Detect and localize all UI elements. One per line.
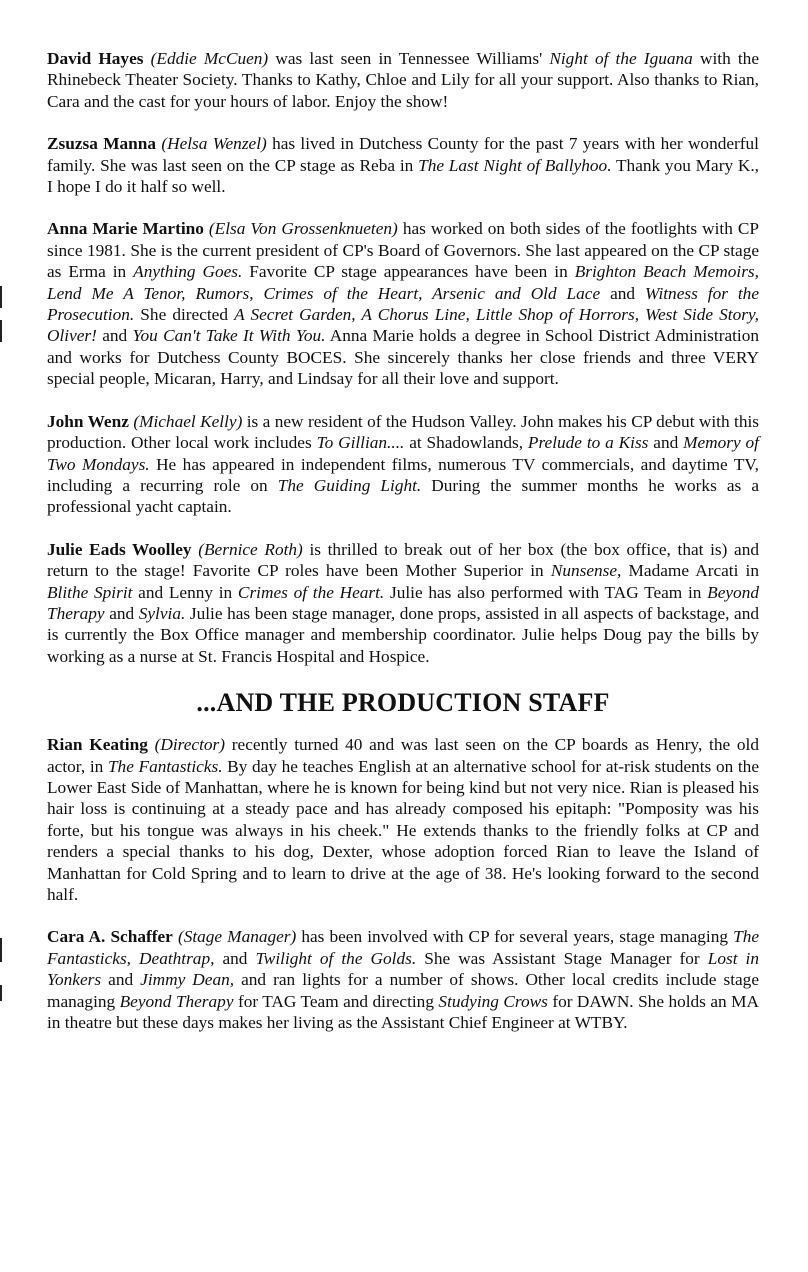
show-title: Jimmy Dean, [140,970,235,990]
bio-text: and [600,283,646,303]
performer-name: John Wenz [47,411,129,431]
show-title: You Can't Take It With You. [132,326,326,346]
show-title: Nunsense, [550,561,622,581]
bio-julie-eads-woolley [47,539,759,667]
bio-text: and [104,603,139,623]
show-title: The Fantasticks, Deathtrap, [47,927,759,968]
bio-text: recently turned 40 and was last seen on the CP boards as Henry, the old actor, in [47,735,759,776]
show-title: Witness for the Prosecution. [47,283,759,325]
performer-name: Rian Keating [47,735,148,755]
role-name: (Bernice Roth) [198,539,303,559]
show-title: Anything Goes. [133,262,243,282]
bio-text: has worked on both sides of the footlights with CP since 1981. She is the current president of CP's Board of Governors. She last appeared on the CP stage as Erma in [47,219,759,282]
show-title: Memory of Two Mondays. [47,433,759,474]
show-title: Sylvia. [138,603,186,623]
show-title: The Fantasticks. [107,756,223,776]
margin-mark [0,320,2,342]
bio-text: has been involved with CP for several years, stage managing [296,927,734,947]
show-title: Crimes of the Heart. [237,582,385,602]
role-name: (Elsa Von Grossenknueten) [208,219,398,239]
margin-mark [0,938,2,962]
bio-text: Favorite CP stage appearances have been in [242,262,575,282]
staff-bios [47,734,759,1033]
bio-text: and [96,326,133,346]
show-title: Studying Crows [438,991,548,1011]
show-title: A Secret Garden, A Chorus Line, Little Shop of Horrors, West Side Story, Oliver! [47,305,759,346]
bio-text: and ran lights for a number of shows. Other local credits include stage managing [47,970,759,1011]
bio-text: Julie has also performed with TAG Team in [384,582,708,602]
show-title: Beyond Therapy [47,582,759,623]
bio-text: is thrilled to break out of her box (the box office, that is) and return to the stage! Favorite CP roles have been Mother Superior in [47,539,759,581]
role-name: (Eddie McCuen) [150,49,269,68]
bio-text [148,735,155,754]
role-name: (Stage Manager) [177,927,297,947]
role-name: (Michael Kelly) [133,411,243,431]
bio-text: Anna Marie holds a degree in School District Administration and works for Dutchess County BOCES. She sincerely thanks her close friends and three VERY special people, Micaran, Harry, and Lindsay for all their love and support. [47,326,760,389]
bio-text: at Shadowlands, [404,433,528,453]
show-title: Night of the Iguana [549,49,693,68]
bio-text: was last seen in Tennessee Williams' [268,49,550,68]
bio-anna-marie-martino [47,218,759,389]
bio-text [143,49,150,68]
performer-name: Zsuzsa Manna [47,134,157,154]
bio-text: Madame Arcati in [621,561,759,581]
show-title: To Gillian.... [316,433,405,453]
section-heading: ...AND THE PRODUCTION STAFF [196,688,610,718]
bio-david-hayes [47,48,759,112]
cast-bios [47,48,759,667]
show-title: Brighton Beach Memoirs, Lend Me A Tenor, Rumors, Crimes of the Heart, Arsenic and Old Lace [47,262,759,303]
bio-text: He has appeared in independent films, numerous TV commercials, and daytime TV, including a recurring role on [47,454,759,495]
bio-text: with the Rhinebeck Theater Society. Thanks to Kathy, Chloe and Lily for all your support. Also thanks to Rian, Cara and the cast for your hours of labor. Enjoy the show! [47,49,759,111]
show-title: Twilight of the Golds. [255,948,417,968]
bio-text: and [214,948,256,968]
performer-name: Julie Eads Woolley [47,539,192,559]
show-title: Prelude to a Kiss [527,433,649,453]
bio-text: and [101,970,141,990]
show-title: The Guiding Light. [277,475,422,495]
bio-text: Julie has been stage manager, done props, assisted in all aspects of backstage, and is currently the Box Office manager and membership coordinator. Julie helps Doug pay the bills by working as a nurse at St. Francis Hospital and Hospice. [47,603,759,666]
bio-cara-schaffer [47,926,759,1033]
margin-mark [0,985,2,1001]
performer-name: Cara A. Schaffer [47,927,173,947]
bio-text: for DAWN. She holds an MA in theatre but these days makes her living as the Assistant Chief Engineer at WTBY. [47,991,759,1033]
show-title: Lost in Yonkers [47,948,759,990]
show-title: Blithe Spirit [47,582,133,602]
bio-text: She was Assistant Stage Manager for [416,948,708,968]
role-name: (Helsa Wenzel) [161,134,267,154]
show-title: The Last Night of Ballyhoo. [418,155,612,175]
performer-name: David Hayes [47,49,144,68]
bio-zsuzsa-manna [47,133,759,197]
show-title: Beyond Therapy [119,991,234,1011]
bio-text: She directed [134,305,235,325]
bio-text: has lived in Dutchess County for the past 7 years with her wonderful family. She was last seen on the CP stage as Reba in [47,134,759,175]
bio-text: and Lenny in [132,582,238,602]
bio-text: During the summer months he works as a professional yacht captain. [47,475,759,517]
bio-text: for TAG Team and directing [233,991,439,1011]
performer-name: Anna Marie Martino [47,219,204,239]
bio-text: and [648,433,684,453]
bio-text: is a new resident of the Hudson Valley. John makes his CP debut with this production. Other local work includes [47,411,760,453]
bio-text: By day he teaches English at an alternative school for at-risk students on the Lower East Side of Manhattan, where he is known for being kind but not very nice. Rian is pleased his hair loss is continuing at a steady pace and has already composed his epitaph: "Pomposity was his forte, but his tongue was always in his cheek." He extends thanks to the friendly folks at CP and renders a special thanks to his dog, Dexter, whose adoption forced Rian to leave the Island of Manhattan for Cold Spring and to learn to drive at the age of 38. He's looking forward to the second half. [47,756,759,904]
margin-mark [0,286,2,308]
program-page [47,48,759,1054]
role-name: (Director) [154,735,226,755]
bio-john-wenz [47,411,759,518]
bio-text: Thank you Mary K., I hope I do it half so well. [47,155,759,197]
bio-rian-keating [47,734,759,905]
